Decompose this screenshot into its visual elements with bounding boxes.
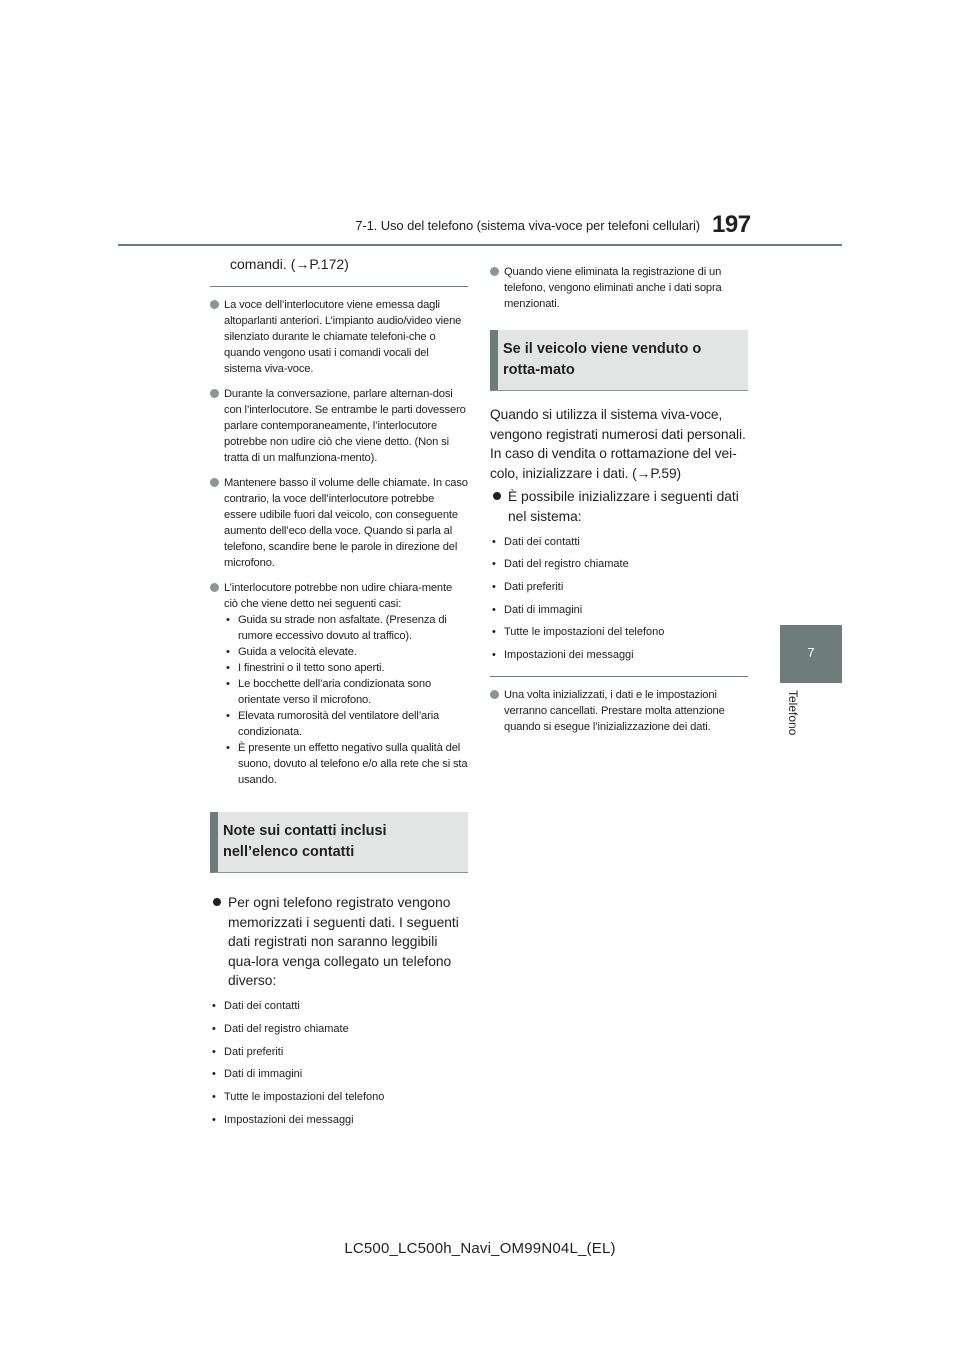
bullet-mark: • xyxy=(212,1022,216,1035)
section-heading: Se il veicolo viene venduto o rotta-mato xyxy=(490,330,748,391)
note-text: L’interlocutore potrebbe non udire chiara-mente ciò che viene detto nei seguenti casi: xyxy=(224,582,453,610)
note-text: Mantenere basso il volume delle chiamate. In caso contrario, la voce dell’interlocutore potrebbe essere udibile fuori dal veicolo, con conseguente aumento dell’eco della voce. Quando si parla al telefono, scandire bene le parole in direzione del microfono. xyxy=(224,477,468,569)
list-item xyxy=(490,648,748,662)
list-item-text: Tutte le impostazioni del telefono xyxy=(504,626,665,639)
divider xyxy=(210,286,468,287)
chapter-tab-label-text: Telefono xyxy=(786,690,800,736)
note-item xyxy=(210,475,468,571)
list-item-text: Dati dei contatti xyxy=(224,1000,300,1013)
list-item xyxy=(490,557,748,571)
bullet-mark: • xyxy=(492,581,496,594)
page-number: 197 xyxy=(712,211,751,238)
list-item-text: Dati preferiti xyxy=(504,581,564,594)
list-item xyxy=(210,1113,468,1127)
left-column xyxy=(210,252,468,1127)
bullet-paragraph xyxy=(490,487,748,526)
note-item xyxy=(210,580,468,788)
list-item-text: Tutte le impostazioni del telefono xyxy=(224,1090,385,1103)
list-item xyxy=(210,1045,468,1059)
note-sub-item xyxy=(224,644,468,660)
bullet-mark: • xyxy=(226,662,230,674)
note-sub-item xyxy=(224,676,468,708)
list-item xyxy=(210,1022,468,1036)
body-paragraph: Quando si utilizza il sistema viva-voce, vengono registrati numerosi dati personali. In caso di vendita o rottamazione del vei-colo, inizializzare i dati. (→P.59) xyxy=(490,407,746,481)
list-item xyxy=(210,1067,468,1081)
bullet-mark: • xyxy=(492,649,496,662)
note-dot-icon xyxy=(210,583,219,592)
bullet-mark: • xyxy=(492,603,496,616)
note-item xyxy=(210,386,468,466)
note-sub-item xyxy=(224,740,468,788)
list-item xyxy=(210,999,468,1013)
note-dot-icon xyxy=(210,478,219,487)
note-item xyxy=(490,264,748,312)
bullet-mark: • xyxy=(226,646,230,658)
note-dot-icon xyxy=(210,300,219,309)
bullet-disc-icon xyxy=(493,492,501,500)
note-sub-text: Guida a velocità elevate. xyxy=(238,646,357,658)
note-dot-icon xyxy=(210,389,219,398)
bullet-mark: • xyxy=(212,1090,216,1103)
list-item-text: Impostazioni dei messaggi xyxy=(224,1113,354,1126)
note-sub-text: È presente un effetto negativo sulla qualità del suono, dovuto al telefono e/o alla rete che si sta usando. xyxy=(238,742,468,786)
bullet-mark: • xyxy=(226,614,230,626)
header-rule xyxy=(118,244,842,246)
list-item xyxy=(210,1090,468,1104)
bullet-mark: • xyxy=(212,1068,216,1081)
footer-model-code: LC500_LC500h_Navi_OM99N04L_(EL) xyxy=(344,1240,616,1257)
list-item xyxy=(490,603,748,617)
list-item-text: Impostazioni dei messaggi xyxy=(504,649,634,662)
continuation-text: comandi. (→P.172) xyxy=(230,256,349,272)
bullet-mark: • xyxy=(212,1045,216,1058)
list-item-text: Dati di immagini xyxy=(224,1068,303,1081)
note-text: La voce dell’interlocutore viene emessa dagli altoparlanti anteriori. L’impianto audio/video viene silenziato durante le chiamate telefoni-che o quando vengono usati i comandi vocali del sistema viva-voce. xyxy=(224,299,462,375)
list-item-text: Dati di immagini xyxy=(504,603,583,616)
chapter-tab-label xyxy=(780,690,808,760)
note-sub-item xyxy=(224,708,468,740)
note-sub-text: Guida su strade non asfaltate. (Presenza di rumore eccessivo dovuto al traffico). xyxy=(238,614,447,642)
divider xyxy=(490,676,748,677)
note-text: Durante la conversazione, parlare alternan-dosi con l’interlocutore. Se entrambe le parti dovessero parlare contemporaneamente, l’interlocutore potrebbe non udire ciò che viene detto. (Non si tratta di un malfunziona-mento). xyxy=(224,388,466,464)
note-dot-icon xyxy=(490,690,499,699)
note-dot-icon xyxy=(490,267,499,276)
list-item xyxy=(490,625,748,639)
section-heading: Note sui contatti inclusi nell’elenco contatti xyxy=(210,812,468,873)
bullet-text: Per ogni telefono registrato vengono memorizzati i seguenti dati. I seguenti dati registrati non saranno leggibili qua-lora venga collegato un telefono diverso: xyxy=(228,895,459,988)
note-item xyxy=(210,297,468,377)
note-text: Quando viene eliminata la registrazione di un telefono, vengono eliminati anche i dati sopra menzionati. xyxy=(504,266,722,310)
note-text: Una volta inizializzati, i dati e le impostazioni verranno cancellati. Prestare molta attenzione quando si esegue l’inizializzazione dei dati. xyxy=(504,689,725,734)
note-sub-item xyxy=(224,660,468,676)
bullet-mark: • xyxy=(492,626,496,639)
right-column xyxy=(490,264,748,744)
note-sub-text: I finestrini o il tetto sono aperti. xyxy=(238,662,385,674)
list-item-text: Dati dei contatti xyxy=(504,535,580,548)
list-item-text: Dati del registro chiamate xyxy=(224,1022,349,1035)
bullet-mark: • xyxy=(492,558,496,571)
bullet-mark: • xyxy=(226,710,230,722)
list-item xyxy=(490,580,748,594)
note-sub-text: Elevata rumorosità del ventilatore dell’aria condizionata. xyxy=(238,710,440,738)
list-item-text: Dati preferiti xyxy=(224,1045,284,1058)
note-sub-text: Le bocchette dell’aria condizionata sono orientate verso il microfono. xyxy=(238,678,432,706)
bullet-text: È possibile inizializzare i seguenti dati nel sistema: xyxy=(508,489,739,524)
bullet-mark: • xyxy=(212,1113,216,1126)
bullet-mark: • xyxy=(226,678,230,690)
chapter-tab-number: 7 xyxy=(807,645,815,660)
note-sub-item xyxy=(224,612,468,644)
note-item xyxy=(490,687,748,735)
bullet-disc-icon xyxy=(213,898,221,906)
bullet-mark: • xyxy=(226,742,230,754)
bullet-mark: • xyxy=(492,535,496,548)
bullet-mark: • xyxy=(212,1000,216,1013)
bullet-paragraph xyxy=(210,893,468,991)
list-item xyxy=(490,535,748,549)
list-item-text: Dati del registro chiamate xyxy=(504,558,629,571)
running-header-title: 7-1. Uso del telefono (sistema viva-voce per telefoni cellulari) xyxy=(355,218,700,233)
